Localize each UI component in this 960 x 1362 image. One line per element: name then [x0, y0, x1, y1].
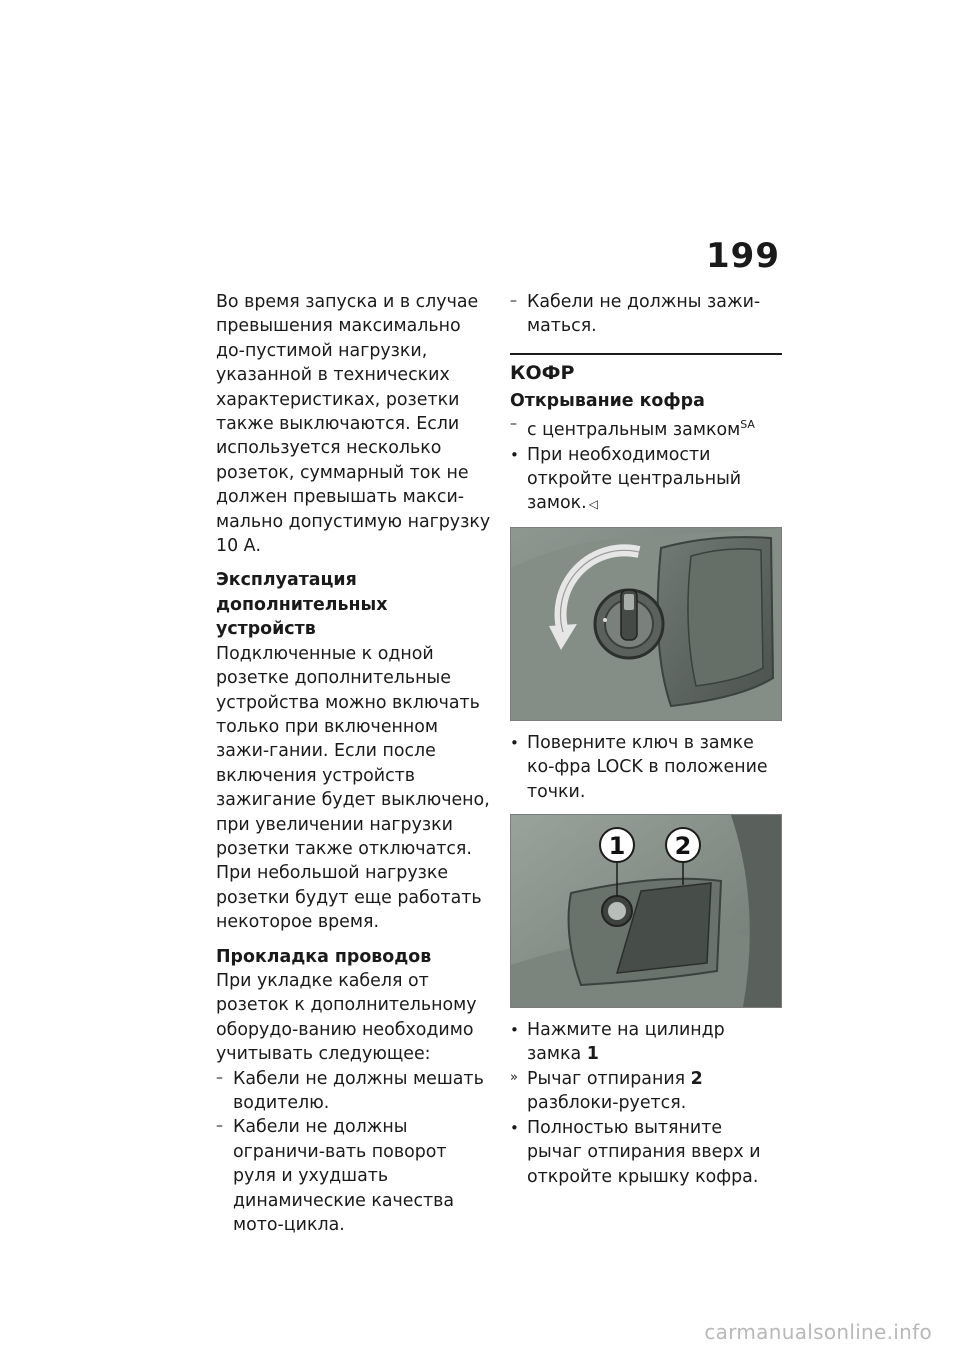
key-turn-illustration — [511, 528, 781, 720]
callout-2: 2 — [674, 832, 692, 861]
step-text: Нажмите на цилиндр замка — [527, 1020, 725, 1065]
result-lever-unlocks — [510, 1067, 782, 1116]
result-text: разблоки-руется. — [527, 1093, 687, 1114]
section-heading-operation: Эксплуатация дополнительных устройств — [216, 570, 388, 640]
lock-cylinder-illustration — [511, 815, 781, 1007]
figure-lock-cylinder — [510, 814, 782, 1008]
right-column — [510, 290, 782, 1189]
sa-badge: SA — [740, 418, 755, 432]
step-press-cylinder — [510, 1018, 782, 1067]
step-text: При необходимости откройте центральный замок. — [527, 444, 742, 514]
page-number: 199 — [706, 236, 780, 276]
figure-key-turn — [510, 527, 782, 721]
subsection-title: Открывание кофра — [510, 390, 705, 411]
operation-paragraph: Подключенные к одной розетке дополнительные устройства можно включать только при включенном зажи-гании. Если после включения устройств зажигание будет выключено, при увеличении нагрузки розетки также отключатся. При небольшой нагрузке розетки будут еще работать некоторое время. — [216, 643, 490, 933]
step-open-central-lock — [510, 443, 782, 517]
list-item: – Кабели не должны зажи-маться. — [510, 290, 782, 339]
intro-paragraph: Во время запуска и в случае превышения максимально до-пустимой нагрузки, указанной в технических характеристиках, розетки также выключаются. Если используется несколько розеток, суммарный ток не должен превышать макси-мально допустимую нагрузку 10 А. — [216, 292, 491, 557]
left-column — [216, 290, 492, 1237]
step-pull-lever: • Полностью вытяните рычаг отпирания вверх и откройте крышку кофра. — [510, 1116, 782, 1189]
section-title: КОФР — [510, 353, 782, 387]
list-item: – Кабели не должны мешать водителю. — [216, 1067, 492, 1116]
condition-text: с центральным замком — [527, 420, 741, 441]
reference-number: 2 — [690, 1068, 703, 1089]
end-mark-icon: ◁ — [588, 497, 598, 512]
list-item: – Кабели не должны ограничи-вать поворот руля и ухудшать динамические качества мото-цикла. — [216, 1115, 492, 1237]
callout-1: 1 — [608, 832, 626, 861]
wiring-paragraph: При укладке кабеля от розеток к дополнительному оборудо-ванию необходимо учитывать следующее: — [216, 970, 477, 1065]
condition-line — [510, 413, 782, 442]
reference-number: 1 — [586, 1044, 599, 1065]
section-heading-wiring: Прокладка проводов — [216, 946, 432, 967]
result-text: Рычаг отпирания — [527, 1068, 686, 1089]
step-turn-key: • Поверните ключ в замке ко-фра LOCK в положение точки. — [510, 731, 782, 804]
watermark: carmanualsonline.info — [704, 1320, 932, 1344]
